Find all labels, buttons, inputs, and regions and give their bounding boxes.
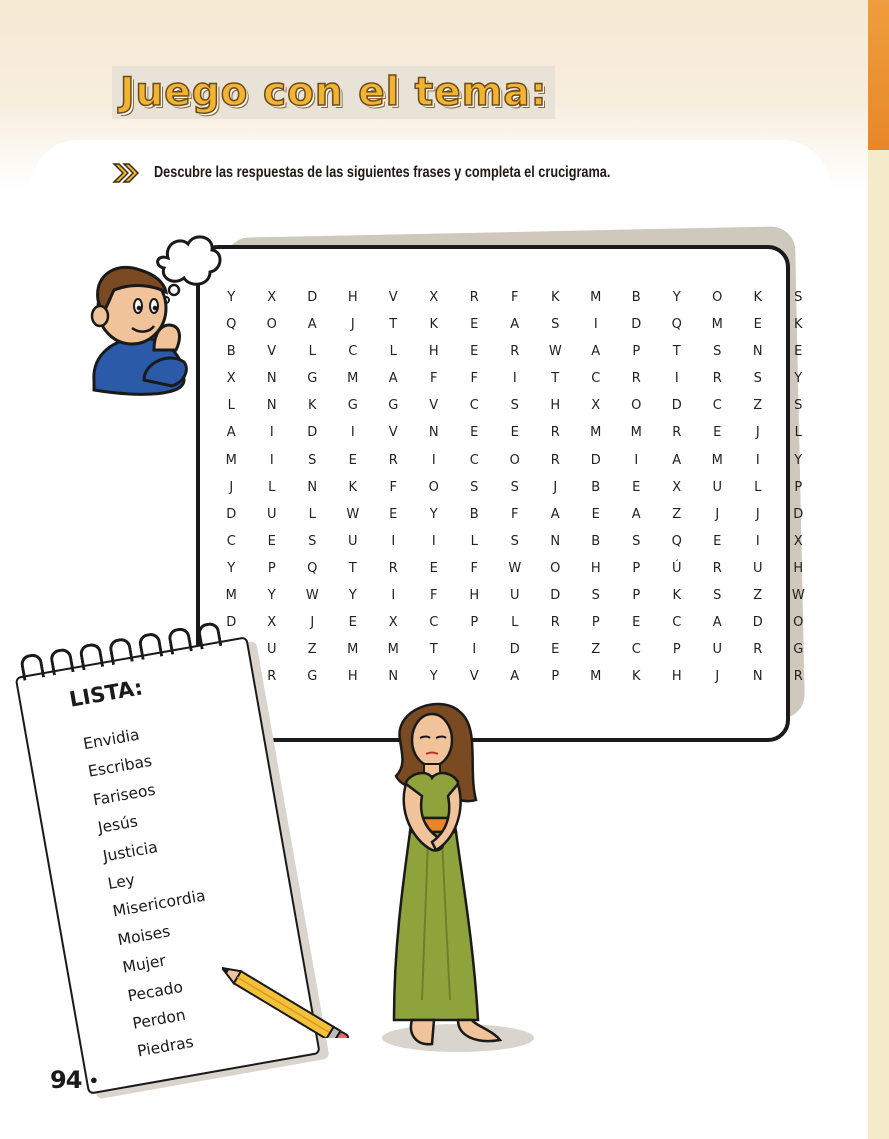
grid-letter: H <box>428 344 439 360</box>
grid-letter: M <box>225 452 237 468</box>
grid-letter: C <box>348 344 358 360</box>
grid-letter: S <box>510 533 519 549</box>
grid-letter: Y <box>794 371 803 387</box>
grid-letter: R <box>550 452 560 468</box>
grid-letter: V <box>267 344 277 360</box>
grid-letter: V <box>429 398 439 414</box>
grid-letter: K <box>672 588 682 604</box>
grid-letter: C <box>429 615 439 631</box>
grid-letter: J <box>715 669 720 685</box>
grid-letter: M <box>590 425 602 441</box>
grid-letter: K <box>307 398 317 414</box>
grid-letter: I <box>269 425 274 441</box>
grid-letter: O <box>793 615 804 631</box>
grid-letter: E <box>591 506 600 522</box>
grid-letter: S <box>308 533 317 549</box>
grid-letter: G <box>307 669 318 685</box>
grid-letter: H <box>590 560 601 576</box>
word-list-title: LISTA: <box>67 675 145 712</box>
grid-letter: K <box>429 317 439 333</box>
page-number: 94 • <box>50 1066 98 1094</box>
grid-letter: D <box>752 615 763 631</box>
grid-letter: Z <box>307 642 317 658</box>
grid-letter: A <box>591 344 601 360</box>
grid-letter: A <box>672 452 682 468</box>
grid-letter: Y <box>227 290 236 305</box>
grid-letter: Y <box>429 669 438 685</box>
grid-letter: J <box>755 425 760 441</box>
grid-letter: N <box>752 669 763 685</box>
grid-letter: R <box>388 560 398 576</box>
grid-letter: E <box>794 344 803 360</box>
grid-letter: R <box>672 425 682 441</box>
grid-letter: A <box>388 371 398 387</box>
grid-letter: S <box>753 371 762 387</box>
grid-letter: S <box>794 290 803 305</box>
grid-letter: E <box>348 452 357 468</box>
grid-letter: O <box>631 398 642 414</box>
grid-letter: L <box>389 344 397 360</box>
grid-letter: J <box>755 506 760 522</box>
grid-letter: P <box>794 479 803 495</box>
grid-letter: K <box>793 317 803 333</box>
grid-letter: T <box>429 642 438 658</box>
grid-letter: D <box>793 506 804 522</box>
grid-letter: V <box>388 425 398 441</box>
grid-letter: H <box>469 588 480 604</box>
grid-letter: L <box>470 533 478 549</box>
grid-letter: F <box>430 371 438 387</box>
double-chevron-icon <box>112 162 142 184</box>
grid-letter: M <box>711 317 723 333</box>
section-tab <box>868 0 889 150</box>
grid-letter: O <box>550 560 561 576</box>
grid-letter: R <box>550 425 560 441</box>
grid-letter: P <box>470 615 479 631</box>
grid-letter: B <box>226 344 236 360</box>
grid-letter: I <box>634 452 639 468</box>
grid-letter: I <box>755 533 760 549</box>
grid-letter: M <box>347 371 359 387</box>
grid-letter: U <box>712 479 722 495</box>
grid-letter: G <box>347 398 358 414</box>
grid-letter: I <box>472 642 477 658</box>
grid-letter: F <box>389 479 397 495</box>
grid-letter: K <box>631 669 641 685</box>
grid-letter: L <box>308 506 316 522</box>
grid-letter: W <box>548 344 562 360</box>
grid-letter: D <box>226 615 237 631</box>
grid-letter: G <box>793 642 804 658</box>
grid-letter: C <box>631 642 641 658</box>
grid-letter: Q <box>307 560 318 576</box>
grid-letter: V <box>388 290 398 305</box>
grid-letter: M <box>387 642 399 658</box>
grid-letter: R <box>712 371 722 387</box>
grid-letter: H <box>671 669 682 685</box>
list-item: Fariseos <box>91 780 157 810</box>
grid-letter: I <box>391 588 396 604</box>
grid-letter: F <box>430 588 438 604</box>
grid-letter: Z <box>591 642 601 658</box>
grid-letter: D <box>226 506 237 522</box>
grid-letter: M <box>590 669 602 685</box>
grid-letter: S <box>632 533 641 549</box>
grid-letter: V <box>469 669 479 685</box>
grid-letter: C <box>672 615 682 631</box>
grid-letter: K <box>348 479 358 495</box>
grid-letter: Q <box>671 533 682 549</box>
grid-letter: H <box>347 290 358 305</box>
grid-letter: T <box>551 371 560 387</box>
grid-letter: Z <box>672 506 682 522</box>
grid-letter: D <box>631 317 642 333</box>
grid-letter: E <box>470 344 479 360</box>
grid-letter: U <box>712 642 722 658</box>
grid-letter: I <box>391 533 396 549</box>
grid-letter: A <box>510 317 520 333</box>
grid-letter: I <box>350 425 355 441</box>
grid-letter: N <box>550 533 561 549</box>
woman-illustration <box>372 700 552 1074</box>
grid-letter: X <box>388 615 398 631</box>
grid-letter: C <box>226 533 236 549</box>
grid-letter: P <box>672 642 681 658</box>
grid-letter: I <box>593 317 598 333</box>
grid-letter: R <box>388 452 398 468</box>
grid-letter: S <box>551 317 560 333</box>
grid-letter: U <box>752 560 763 576</box>
grid-letter: B <box>591 479 601 495</box>
grid-letter: I <box>431 452 436 468</box>
grid-letter: S <box>510 479 519 495</box>
grid-letter: W <box>508 560 522 576</box>
list-item: Perdon <box>131 1005 188 1033</box>
grid-letter: R <box>793 669 803 685</box>
grid-letter: X <box>429 290 439 305</box>
grid-letter: H <box>550 398 561 414</box>
grid-letter: N <box>266 371 277 387</box>
grid-letter: L <box>308 344 316 360</box>
grid-letter: C <box>469 398 479 414</box>
grid-letter: R <box>550 615 560 631</box>
grid-letter: M <box>225 588 237 604</box>
grid-letter: E <box>470 425 479 441</box>
grid-letter: Y <box>794 452 803 468</box>
list-item: Pecado <box>126 977 185 1005</box>
grid-letter: F <box>511 506 519 522</box>
grid-letter: M <box>590 290 602 305</box>
grid-letter: J <box>229 479 234 495</box>
grid-letter: N <box>752 344 763 360</box>
grid-letter: L <box>794 425 802 441</box>
list-item: Escribas <box>86 752 154 782</box>
grid-letter: O <box>428 479 439 495</box>
grid-letter: G <box>307 371 318 387</box>
grid-letter: M <box>347 642 359 658</box>
grid-letter: H <box>347 669 358 685</box>
grid-letter: Q <box>671 317 682 333</box>
list-item: Jesús <box>96 812 140 838</box>
grid-letter: G <box>388 398 399 414</box>
grid-letter: F <box>470 371 478 387</box>
grid-letter: R <box>631 371 641 387</box>
grid-letter: U <box>266 642 277 658</box>
page-title: Juego con el tema: <box>112 66 555 119</box>
grid-letter: I <box>674 371 679 387</box>
grid-letter: I <box>269 452 274 468</box>
grid-letter: P <box>632 344 641 360</box>
grid-letter: O <box>712 290 723 305</box>
grid-letter: K <box>550 290 560 305</box>
grid-letter: E <box>470 317 479 333</box>
grid-letter: B <box>631 290 641 305</box>
grid-letter: J <box>310 615 315 631</box>
grid-letter: E <box>753 317 762 333</box>
grid-letter: R <box>510 344 520 360</box>
grid-letter: S <box>470 479 479 495</box>
grid-letter: Y <box>672 290 681 305</box>
grid-letter: X <box>226 371 236 387</box>
grid-letter: E <box>429 560 438 576</box>
grid-letter: A <box>510 669 520 685</box>
grid-letter: W <box>791 588 805 604</box>
list-item: Misericordia <box>111 886 207 921</box>
grid-letter: S <box>591 588 600 604</box>
grid-letter: R <box>469 290 479 305</box>
thinking-boy-illustration <box>84 230 224 404</box>
grid-letter: E <box>713 533 722 549</box>
grid-letter: A <box>712 615 722 631</box>
grid-letter: I <box>431 533 436 549</box>
grid-letter: N <box>307 479 318 495</box>
grid-letter: C <box>591 371 601 387</box>
grid-letter: S <box>510 398 519 414</box>
grid-letter: E <box>632 615 641 631</box>
grid-letter: M <box>630 425 642 441</box>
grid-letter: U <box>509 588 520 604</box>
list-item: Ley <box>106 870 137 893</box>
instruction-text: Descubre las respuestas de las siguientes frases y completa el crucigrama. <box>154 164 611 181</box>
grid-letter: D <box>509 642 520 658</box>
grid-letter: N <box>428 425 439 441</box>
pencil-icon <box>222 958 367 1042</box>
grid-letter: Z <box>753 588 763 604</box>
grid-letter: A <box>631 506 641 522</box>
list-item: Moises <box>116 921 172 949</box>
grid-letter: A <box>226 425 236 441</box>
grid-letter: J <box>715 506 720 522</box>
grid-letter: B <box>591 533 601 549</box>
grid-letter: E <box>389 506 398 522</box>
grid-letter: E <box>510 425 519 441</box>
grid-letter: T <box>348 560 357 576</box>
grid-letter: E <box>348 615 357 631</box>
grid-letter: O <box>266 317 277 333</box>
grid-letter: D <box>671 398 682 414</box>
grid-letter: Y <box>267 588 276 604</box>
grid-letter: W <box>346 506 360 522</box>
grid-letter: E <box>551 642 560 658</box>
grid-letter: J <box>553 479 558 495</box>
grid-letter: P <box>632 588 641 604</box>
grid-letter: Ú <box>671 560 682 576</box>
grid-letter: E <box>267 533 276 549</box>
grid-letter: R <box>712 560 722 576</box>
grid-letter: W <box>305 588 319 604</box>
grid-letter: U <box>347 533 358 549</box>
grid-letter: X <box>793 533 803 549</box>
grid-letter: A <box>550 506 560 522</box>
grid-letter: T <box>672 344 681 360</box>
grid-letter: P <box>551 669 560 685</box>
grid-letter: Y <box>348 588 357 604</box>
grid-letter: D <box>550 588 561 604</box>
grid-letter: M <box>711 452 723 468</box>
grid-letter: B <box>469 506 479 522</box>
grid-letter: R <box>267 669 277 685</box>
grid-letter: O <box>509 452 520 468</box>
grid-letter: K <box>753 290 763 305</box>
grid-letter: A <box>307 317 317 333</box>
word-search-grid <box>211 284 819 690</box>
grid-letter: Z <box>753 398 763 414</box>
grid-letter: C <box>712 398 722 414</box>
list-item: Piedras <box>136 1033 195 1061</box>
grid-letter: D <box>307 425 318 441</box>
grid-letter: X <box>672 479 682 495</box>
grid-letter: L <box>268 479 276 495</box>
grid-letter: T <box>389 317 398 333</box>
grid-letter: D <box>307 290 318 305</box>
instruction-row <box>112 162 711 184</box>
grid-letter: U <box>266 506 277 522</box>
grid-letter: R <box>753 642 763 658</box>
grid-letter: P <box>591 615 600 631</box>
grid-letter: F <box>511 290 519 305</box>
grid-letter: Y <box>429 506 438 522</box>
grid-letter: X <box>591 398 601 414</box>
grid-letter: L <box>754 479 762 495</box>
grid-letter: S <box>713 344 722 360</box>
grid-letter: L <box>227 398 235 414</box>
grid-letter: J <box>350 317 355 333</box>
grid-letter: N <box>266 398 277 414</box>
grid-letter: I <box>755 452 760 468</box>
grid-letter: F <box>470 560 478 576</box>
grid-letter: D <box>590 452 601 468</box>
grid-letter: P <box>632 560 641 576</box>
grid-letter: E <box>632 479 641 495</box>
grid-letter: S <box>713 588 722 604</box>
grid-letter: E <box>713 425 722 441</box>
grid-letter: S <box>308 452 317 468</box>
grid-letter: I <box>512 371 517 387</box>
grid-letter: H <box>793 560 804 576</box>
grid-letter: C <box>469 452 479 468</box>
list-item: Mujer <box>121 951 168 977</box>
grid-letter: X <box>267 615 277 631</box>
list-item: Justicia <box>101 837 160 866</box>
grid-letter: S <box>794 398 803 414</box>
grid-letter: P <box>267 560 276 576</box>
grid-letter: Y <box>227 560 236 576</box>
side-strip <box>868 0 889 1139</box>
list-item: Envidia <box>81 725 141 754</box>
grid-letter: N <box>388 669 399 685</box>
grid-letter: Q <box>226 317 237 333</box>
grid-letter: L <box>511 615 519 631</box>
grid-letter: X <box>267 290 277 305</box>
